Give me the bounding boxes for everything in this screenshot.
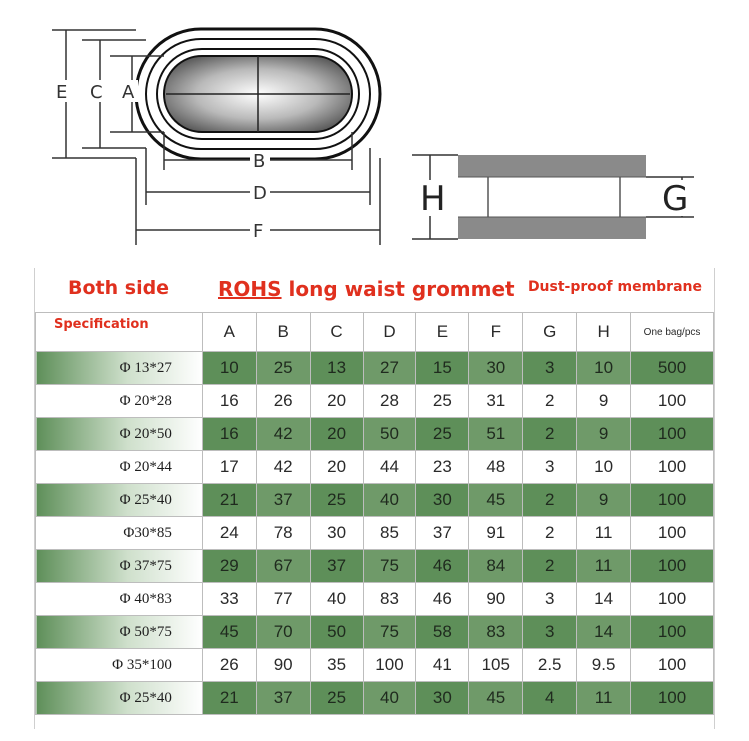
value-cell: 67 — [256, 550, 310, 583]
label-a: A — [122, 82, 135, 103]
value-cell: 91 — [469, 517, 523, 550]
value-cell: 30 — [416, 682, 469, 715]
value-cell: 100 — [631, 682, 714, 715]
value-cell: 15 — [416, 352, 469, 385]
value-cell: 500 — [631, 352, 714, 385]
label-f: F — [253, 221, 264, 242]
value-cell: 11 — [577, 682, 631, 715]
value-cell: 2 — [523, 418, 577, 451]
value-cell: 10 — [577, 352, 631, 385]
value-cell: 51 — [469, 418, 523, 451]
value-cell: 20 — [310, 418, 363, 451]
value-cell: 30 — [310, 517, 363, 550]
value-cell: 11 — [577, 550, 631, 583]
table-row — [36, 616, 714, 649]
value-cell: 90 — [469, 583, 523, 616]
value-cell: 2.5 — [523, 649, 577, 682]
table-row — [36, 352, 714, 385]
side-view-bottom-bar — [458, 217, 646, 239]
value-cell: 46 — [416, 583, 469, 616]
spec-cell: Φ 13*27 — [36, 352, 203, 385]
label-b: B — [253, 151, 266, 172]
value-cell: 23 — [416, 451, 469, 484]
spec-cell: Φ 50*75 — [36, 616, 203, 649]
table-row — [36, 418, 714, 451]
value-cell: 2 — [523, 385, 577, 418]
value-cell: 9 — [577, 418, 631, 451]
value-cell: 100 — [363, 649, 416, 682]
value-cell: 3 — [523, 616, 577, 649]
table-row — [36, 550, 714, 583]
value-cell: 4 — [523, 682, 577, 715]
label-e: E — [56, 82, 68, 103]
value-cell: 25 — [310, 682, 363, 715]
rohs-mark: ROHS — [218, 277, 282, 301]
value-cell: 75 — [363, 550, 416, 583]
value-cell: 30 — [416, 484, 469, 517]
value-cell: 29 — [202, 550, 256, 583]
value-cell: 25 — [416, 418, 469, 451]
table-row — [36, 583, 714, 616]
value-cell: 44 — [363, 451, 416, 484]
spec-table — [35, 312, 714, 715]
header-h: H — [577, 313, 631, 352]
value-cell: 37 — [256, 682, 310, 715]
spec-cell: Φ 25*40 — [36, 484, 203, 517]
value-cell: 28 — [363, 385, 416, 418]
value-cell: 48 — [469, 451, 523, 484]
value-cell: 100 — [631, 517, 714, 550]
value-cell: 70 — [256, 616, 310, 649]
spec-sheet — [34, 268, 715, 729]
spec-cell: Φ 20*44 — [36, 451, 203, 484]
table-row — [36, 385, 714, 418]
value-cell: 3 — [523, 583, 577, 616]
value-cell: 3 — [523, 352, 577, 385]
table-row — [36, 682, 714, 715]
title-row — [35, 268, 714, 312]
value-cell: 9 — [577, 484, 631, 517]
side-view-top-bar — [458, 155, 646, 177]
value-cell: 40 — [363, 484, 416, 517]
value-cell: 16 — [202, 385, 256, 418]
value-cell: 17 — [202, 451, 256, 484]
value-cell: 27 — [363, 352, 416, 385]
value-cell: 58 — [416, 616, 469, 649]
value-cell: 35 — [310, 649, 363, 682]
value-cell: 100 — [631, 418, 714, 451]
value-cell: 100 — [631, 451, 714, 484]
value-cell: 25 — [416, 385, 469, 418]
value-cell: 10 — [577, 451, 631, 484]
value-cell: 100 — [631, 385, 714, 418]
value-cell: 14 — [577, 583, 631, 616]
value-cell: 90 — [256, 649, 310, 682]
value-cell: 10 — [202, 352, 256, 385]
value-cell: 25 — [310, 484, 363, 517]
title-product: long waist grommet — [288, 277, 515, 301]
value-cell: 85 — [363, 517, 416, 550]
value-cell: 25 — [256, 352, 310, 385]
header-row — [36, 313, 714, 352]
value-cell: 100 — [631, 616, 714, 649]
title-both-side: Both side — [68, 277, 170, 299]
value-cell: 20 — [310, 385, 363, 418]
value-cell: 78 — [256, 517, 310, 550]
value-cell: 100 — [631, 649, 714, 682]
value-cell: 40 — [310, 583, 363, 616]
value-cell: 45 — [469, 682, 523, 715]
value-cell: 45 — [469, 484, 523, 517]
value-cell: 33 — [202, 583, 256, 616]
header-e: E — [416, 313, 469, 352]
value-cell: 100 — [631, 484, 714, 517]
value-cell: 21 — [202, 682, 256, 715]
table-row — [36, 517, 714, 550]
value-cell: 42 — [256, 451, 310, 484]
label-c: C — [90, 82, 103, 103]
value-cell: 9.5 — [577, 649, 631, 682]
spec-cell: Φ30*85 — [36, 517, 203, 550]
value-cell: 30 — [469, 352, 523, 385]
value-cell: 100 — [631, 583, 714, 616]
value-cell: 26 — [256, 385, 310, 418]
value-cell: 26 — [202, 649, 256, 682]
value-cell: 105 — [469, 649, 523, 682]
header-one-bag: One bag/pcs — [631, 313, 714, 352]
header-specification: Specification — [36, 313, 203, 352]
title-main — [218, 277, 515, 301]
header-c: C — [310, 313, 363, 352]
value-cell: 16 — [202, 418, 256, 451]
value-cell: 21 — [202, 484, 256, 517]
table-row — [36, 451, 714, 484]
value-cell: 83 — [363, 583, 416, 616]
table-row — [36, 484, 714, 517]
value-cell: 100 — [631, 550, 714, 583]
value-cell: 40 — [363, 682, 416, 715]
value-cell: 83 — [469, 616, 523, 649]
value-cell: 24 — [202, 517, 256, 550]
header-f: F — [469, 313, 523, 352]
table-row — [36, 649, 714, 682]
spec-cell: Φ 20*28 — [36, 385, 203, 418]
value-cell: 3 — [523, 451, 577, 484]
value-cell: 77 — [256, 583, 310, 616]
value-cell: 50 — [310, 616, 363, 649]
header-g: G — [523, 313, 577, 352]
value-cell: 37 — [256, 484, 310, 517]
value-cell: 75 — [363, 616, 416, 649]
value-cell: 45 — [202, 616, 256, 649]
header-a: A — [202, 313, 256, 352]
spec-cell: Φ 25*40 — [36, 682, 203, 715]
value-cell: 42 — [256, 418, 310, 451]
spec-cell: Φ 20*50 — [36, 418, 203, 451]
value-cell: 41 — [416, 649, 469, 682]
value-cell: 2 — [523, 517, 577, 550]
spec-cell: Φ 37*75 — [36, 550, 203, 583]
header-d: D — [363, 313, 416, 352]
value-cell: 2 — [523, 484, 577, 517]
value-cell: 11 — [577, 517, 631, 550]
value-cell: 84 — [469, 550, 523, 583]
value-cell: 37 — [310, 550, 363, 583]
header-b: B — [256, 313, 310, 352]
value-cell: 13 — [310, 352, 363, 385]
value-cell: 50 — [363, 418, 416, 451]
label-h: H — [420, 179, 446, 219]
value-cell: 20 — [310, 451, 363, 484]
value-cell: 37 — [416, 517, 469, 550]
value-cell: 46 — [416, 550, 469, 583]
spec-cell: Φ 35*100 — [36, 649, 203, 682]
value-cell: 31 — [469, 385, 523, 418]
value-cell: 9 — [577, 385, 631, 418]
spec-cell: Φ 40*83 — [36, 583, 203, 616]
label-g: G — [662, 179, 689, 219]
value-cell: 2 — [523, 550, 577, 583]
label-d: D — [253, 183, 267, 204]
title-dust-proof: Dust-proof membrane — [527, 279, 702, 295]
grommet-diagram — [0, 0, 749, 262]
value-cell: 14 — [577, 616, 631, 649]
